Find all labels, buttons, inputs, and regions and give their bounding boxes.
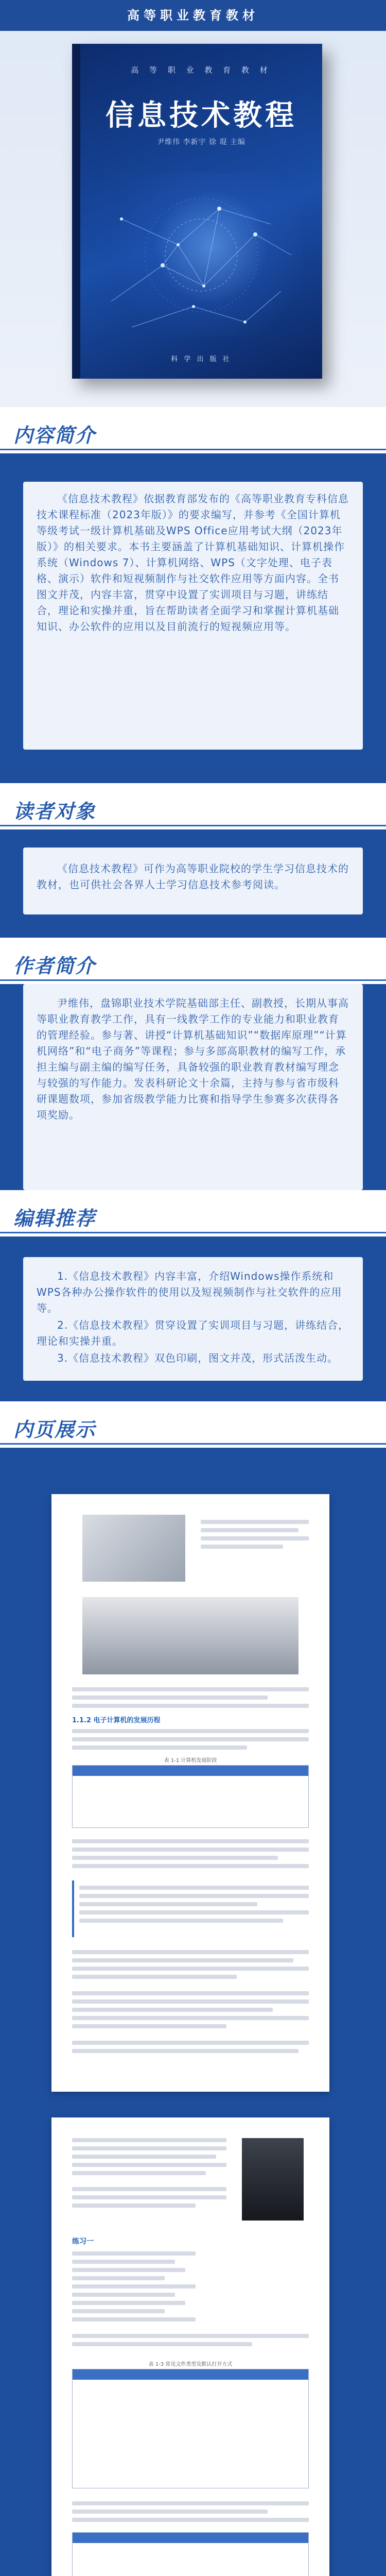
section-recommend-header [0, 1195, 386, 1236]
book-authors: 尹维伟 李新宇 徐 琨 主编 [157, 138, 245, 146]
recommend-item: 3.《信息技术教程》双色印刷，图文并茂，形式活泼生动。 [57, 1352, 339, 1364]
section-preview-panel [0, 1448, 386, 2576]
section-authors-header [0, 943, 386, 984]
section-recommend-panel [0, 1236, 386, 1401]
text-line-placeholder [201, 1536, 309, 1540]
text-line-placeholder [72, 1856, 278, 1860]
text-line-placeholder [72, 2041, 309, 2045]
recommend-item: 1.《信息技术教程》内容丰富，介绍Windows操作系统和WPS各种办公操作软件的使用以及短视频制作与社交软件的应用等。 [37, 1270, 342, 1314]
text-line-placeholder [72, 2024, 226, 2028]
section-readers-header [0, 788, 386, 829]
table-caption: 表 1-1 计算机发展阶段 [164, 1758, 217, 1764]
text-line-placeholder [72, 2268, 185, 2272]
text-line-placeholder [72, 1729, 309, 1733]
section-authors-panel [0, 984, 386, 1190]
section-readers-title: 读者对象 [13, 800, 96, 823]
text-line-placeholder [79, 1919, 283, 1923]
section-intro-title: 内容简介 [13, 423, 96, 447]
text-line-placeholder [72, 1950, 309, 1954]
text-line-placeholder [79, 1894, 309, 1898]
section-readers-panel [0, 829, 386, 938]
network-art-icon [101, 173, 302, 337]
authors-card [23, 984, 363, 1190]
text-line-placeholder [72, 2251, 196, 2256]
text-line-placeholder [72, 2309, 165, 2313]
machine-room-photo [82, 1597, 299, 1674]
text-line-placeholder [72, 2163, 226, 2167]
section-divider [0, 1443, 386, 1445]
section-divider [0, 1232, 386, 1233]
pc-case-photo [242, 2138, 304, 2221]
section-intro-header [0, 412, 386, 453]
text-line-placeholder [72, 2260, 175, 2264]
text-line-placeholder [72, 1975, 237, 1979]
text-line-placeholder [72, 1864, 309, 1868]
text-line-placeholder [72, 2342, 252, 2346]
table-caption: 表 1-3 常见文件类型及默认打开方式 [148, 2362, 233, 2367]
text-line-placeholder [72, 2187, 226, 2191]
readers-card [23, 848, 363, 914]
note-bar [72, 1880, 74, 1937]
text-line-placeholder [72, 2195, 226, 2199]
text-line-placeholder [72, 1745, 247, 1750]
section-recommend-title: 编辑推荐 [13, 1207, 96, 1230]
text-line-placeholder [79, 1902, 257, 1906]
inner-page-2 [51, 2117, 329, 2576]
section-divider [0, 825, 386, 826]
section-preview-header [0, 1406, 386, 1448]
intro-text: 《信息技术教程》依据教育部发布的《高等职业教育专科信息技术课程标准（2023年版）》的要求编写，并参考《全国计算机等级考试一级计算机基础及WPS Office应用考试大纲（2023年版）》的相关要求。本书主要涵盖了计算机基础知识、计算机操作系统（Windows 7）、计算机网络、WPS（文字处理、电子表格、演示）软件和短视频制作与社交软件应用等方面内容。全书图文并茂，内容丰富，贯穿中设置了实训项目与习题，讲练结合，理论和实操并重，旨在帮助读者全面学习和掌握计算机基础知识、办公软件的应用以及目前流行的短视频应用等。 [37, 493, 349, 633]
book-title: 信息技术教程 [106, 98, 297, 132]
text-line-placeholder [72, 2016, 309, 2020]
hero-section [0, 0, 386, 407]
section-authors-title: 作者简介 [13, 954, 96, 977]
book-publisher: 科 学 出 版 社 [171, 355, 232, 363]
text-line-placeholder [72, 2284, 196, 2289]
text-line-placeholder [72, 2155, 216, 2159]
readers-text: 《信息技术教程》可作为高等职业院校的学生学习信息技术的教材，也可供社会各界人士学习信息技术参考阅读。 [37, 862, 349, 891]
text-line-placeholder [72, 2334, 309, 2338]
text-line-placeholder [72, 1967, 309, 1971]
section-divider [0, 979, 386, 981]
authors-text: 尹维伟，盘锦职业技术学院基础部主任、副教授，长期从事高等职业教育教学工作，具有一线教学工作的专业能力和职业教育的管理经验。参与著、讲授“计算机基础知识”“数据库原理”“计算机网络”和“电子商务”等课程；参与多部高职教材的编写工作，承担主编与副主编的编写任务，具备较强的职业教育教材编写理念与较强的写作能力。发表科研论文十余篇，主持与参与省市级科研课题数项，参加省级教学能力比赛和指导学生参赛多次获得各项奖励。 [37, 997, 349, 1121]
text-line-placeholder [72, 2204, 196, 2208]
text-line-placeholder [72, 2171, 206, 2175]
book-series-label: 高 等 职 业 教 育 教 材 [131, 65, 272, 75]
text-line-placeholder [201, 1528, 299, 1532]
section-intro-panel [0, 453, 386, 783]
text-line-placeholder [72, 2146, 226, 2150]
text-line-placeholder [72, 1839, 309, 1843]
text-line-placeholder [72, 2301, 185, 2305]
text-line-placeholder [72, 1999, 309, 2004]
book-cover [72, 44, 322, 379]
inner-page-1 [51, 1494, 329, 2092]
text-line-placeholder [72, 2008, 273, 2012]
text-line-placeholder [72, 2049, 299, 2053]
computer-photo [82, 1515, 185, 1582]
text-line-placeholder [72, 2510, 268, 2514]
text-line-placeholder [72, 2501, 309, 2505]
section-divider [0, 449, 386, 450]
recommend-item: 2.《信息技术教程》贯穿设置了实训项目与习题，讲练结合，理论和实操并重。 [37, 1319, 349, 1347]
text-line-placeholder [72, 1848, 309, 1852]
series-banner: 高等职业教育教材 [0, 0, 386, 31]
data-table [72, 2532, 309, 2576]
data-table [72, 1765, 309, 1828]
section-preview-title: 内页展示 [13, 1418, 96, 1441]
text-line-placeholder [72, 2293, 175, 2297]
text-line-placeholder [201, 1520, 309, 1524]
exercise-heading: 练习一 [72, 2238, 94, 2246]
text-line-placeholder [72, 1696, 268, 1700]
text-line-placeholder [79, 1910, 309, 1914]
intro-card [23, 482, 363, 750]
file-type-table [72, 2369, 309, 2488]
text-line-placeholder [72, 2518, 309, 2522]
recommend-card [23, 1257, 363, 1381]
text-line-placeholder [72, 1958, 293, 1962]
text-line-placeholder [79, 1886, 309, 1890]
text-line-placeholder [72, 2138, 226, 2142]
text-line-placeholder [201, 1545, 283, 1549]
text-line-placeholder [72, 1687, 309, 1691]
text-line-placeholder [72, 1737, 309, 1741]
inner-page-heading: 1.1.2 电子计算机的发展历程 [72, 1717, 161, 1724]
cover-artwork [101, 173, 302, 337]
text-line-placeholder [72, 2317, 196, 2321]
text-line-placeholder [72, 1704, 309, 1708]
text-line-placeholder [72, 2276, 165, 2280]
text-line-placeholder [72, 1991, 309, 1995]
